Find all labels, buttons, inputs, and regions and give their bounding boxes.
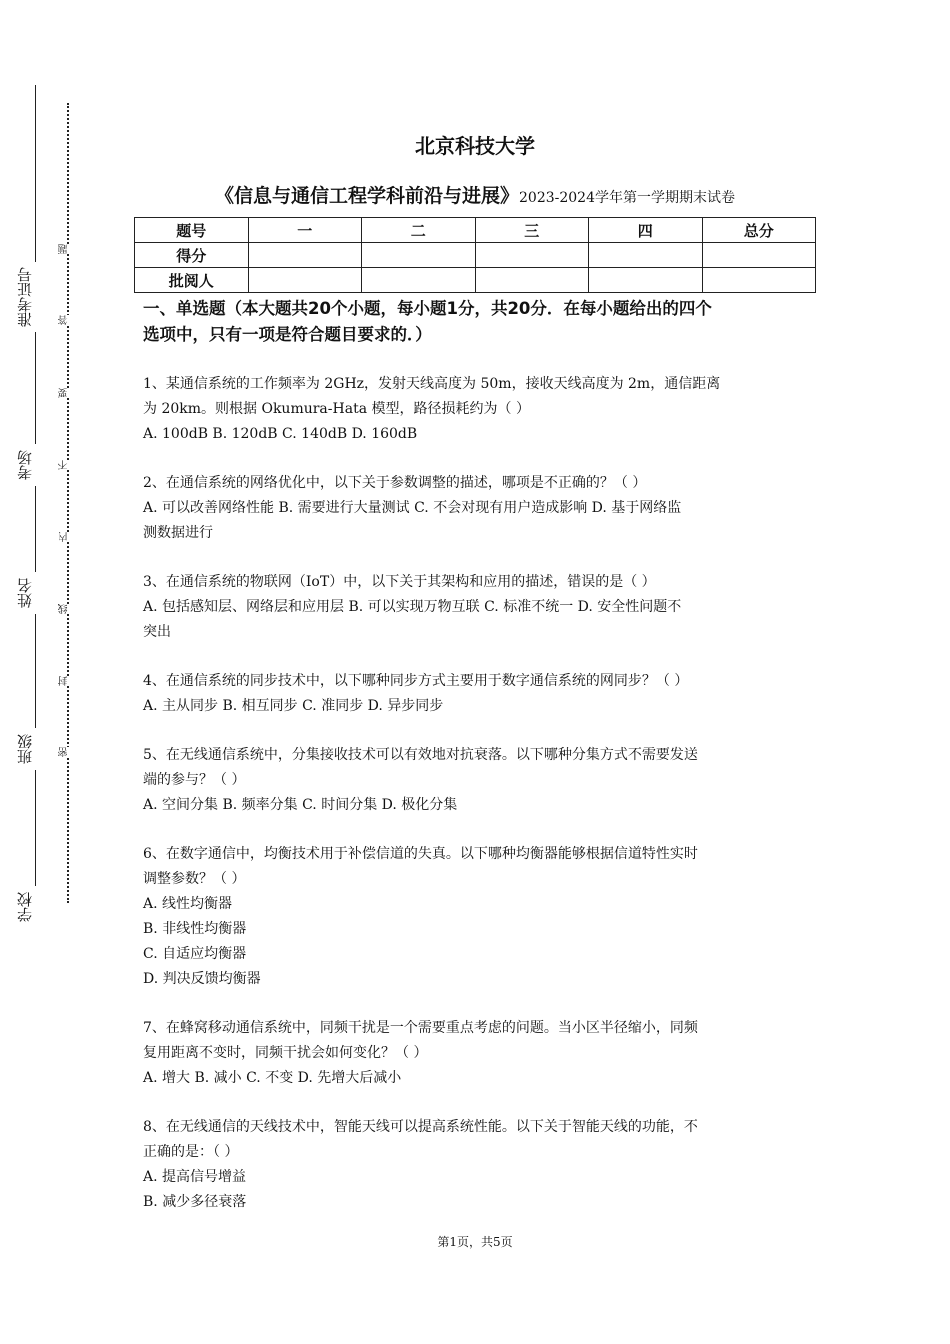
score-table: [134, 217, 816, 293]
question-3: [143, 570, 811, 645]
seal-char: 要: [60, 388, 74, 398]
score-row-label: 得分: [135, 243, 249, 268]
score-table-header-row: [135, 218, 816, 243]
question-line: 1、某通信系统的工作频率为 2GHz，发射天线高度为 50m，接收天线高度为 2m，通信距离: [143, 376, 721, 392]
question-line: 2、在通信系统的网络优化中，以下关于参数调整的描述，哪项是不正确的？（ ）: [143, 475, 647, 491]
question-line: 端的参与？（ ）: [143, 772, 246, 788]
field-exam-id: 准考证号: [16, 267, 34, 327]
binding-line-4: [35, 614, 36, 728]
question-options: 突出: [143, 624, 171, 640]
score-row: [135, 243, 816, 268]
field-name: 姓名: [16, 578, 34, 608]
question-options: A. 包括感知层、网络层和应用层 B. 可以实现万物互联 C. 标准不统一 D. 安全性问题不: [143, 599, 682, 615]
term-label: 2023-2024学年第一学期期末试卷: [519, 190, 735, 206]
reviewer-cell: [248, 268, 362, 293]
question-option: D. 判决反馈均衡器: [143, 971, 261, 987]
reviewer-cell: [702, 268, 816, 293]
score-cell: [362, 243, 476, 268]
question-line: 7、在蜂窝移动通信系统中，同频干扰是一个需要重点考虑的问题。当小区半径缩小，同频: [143, 1020, 698, 1036]
field-exam-room: 考场: [16, 450, 34, 480]
question-line: 复用距离不变时，同频干扰会如何变化？（ ）: [143, 1045, 428, 1061]
reviewer-cell: [475, 268, 589, 293]
score-header-cell: 四: [589, 218, 703, 243]
seal-char: 封: [60, 676, 74, 686]
section-heading: [143, 296, 811, 348]
binding-line-3: [35, 486, 36, 572]
question-options: A. 100dB B. 120dB C. 140dB D. 160dB: [143, 426, 418, 442]
question-options: A. 空间分集 B. 频率分集 C. 时间分集 D. 极化分集: [143, 797, 458, 813]
seal-char: 不: [60, 460, 74, 470]
question-option: B. 非线性均衡器: [143, 921, 247, 937]
score-header-cell: 三: [475, 218, 589, 243]
exam-content: [143, 296, 811, 1215]
question-option: A. 线性均衡器: [143, 896, 233, 912]
question-5: [143, 743, 811, 818]
page-footer: 第1页，共5页: [437, 1235, 513, 1249]
question-options: 测数据进行: [143, 525, 213, 541]
seal-char: 答: [60, 315, 74, 325]
score-cell: [248, 243, 362, 268]
question-1: [143, 372, 811, 447]
question-8: [143, 1115, 811, 1215]
question-line: 8、在无线通信的天线技术中，智能天线可以提高系统性能。以下关于智能天线的功能，不: [143, 1119, 698, 1135]
question-2: [143, 471, 811, 546]
question-6: [143, 842, 811, 992]
score-cell: [702, 243, 816, 268]
question-options: A. 增大 B. 减小 C. 不变 D. 先增大后减小: [143, 1070, 402, 1086]
reviewer-cell: [589, 268, 703, 293]
reviewer-row-label: 批阅人: [135, 268, 249, 293]
seal-char: 内: [60, 532, 74, 542]
question-option: C. 自适应均衡器: [143, 946, 247, 962]
binding-line-2: [35, 332, 36, 444]
score-header-cell: 总分: [702, 218, 816, 243]
score-cell: [475, 243, 589, 268]
score-header-cell: 二: [362, 218, 476, 243]
exam-title: [0, 181, 950, 208]
section-heading-line: 一、单选题（本大题共20个小题，每小题1分，共20分．在每小题给出的四个: [143, 299, 712, 318]
seal-char: 题: [60, 244, 74, 254]
question-line: 3、在通信系统的物联网（IoT）中，以下关于其架构和应用的描述，错误的是（ ）: [143, 574, 656, 590]
seal-char: 线: [60, 604, 74, 614]
question-line: 调整参数？（ ）: [143, 871, 246, 887]
university-name: 北京科技大学: [415, 134, 535, 158]
question-7: [143, 1016, 811, 1091]
binding-line-1: [35, 85, 36, 262]
reviewer-row: [135, 268, 816, 293]
score-header-cell: 一: [248, 218, 362, 243]
question-line: 正确的是：（ ）: [143, 1144, 239, 1160]
question-option: A. 提高信号增益: [143, 1169, 247, 1185]
field-class: 班级: [16, 734, 34, 764]
field-school: 学校: [16, 892, 34, 922]
question-options: A. 主从同步 B. 相互同步 C. 准同步 D. 异步同步: [143, 698, 444, 714]
course-title: 《信息与通信工程学科前沿与进展》: [214, 185, 519, 207]
binding-line-5: [35, 770, 36, 886]
question-line: 4、在通信系统的同步技术中，以下哪种同步方式主要用于数字通信系统的网同步？（ ）: [143, 673, 689, 689]
question-4: [143, 669, 811, 719]
section-heading-line: 选项中，只有一项是符合题目要求的．）: [143, 325, 432, 344]
question-line: 为 20km。则根据 Okumura-Hata 模型，路径损耗约为（ ）: [143, 401, 530, 417]
question-options: A. 可以改善网络性能 B. 需要进行大量测试 C. 不会对现有用户造成影响 D. 基于网络监: [143, 500, 682, 516]
reviewer-cell: [362, 268, 476, 293]
seal-dotted-line: [67, 103, 69, 903]
question-line: 5、在无线通信系统中，分集接收技术可以有效地对抗衰落。以下哪种分集方式不需要发送: [143, 747, 698, 763]
score-cell: [589, 243, 703, 268]
question-line: 6、在数字通信中，均衡技术用于补偿信道的失真。以下哪种均衡器能够根据信道特性实时: [143, 846, 698, 862]
score-header-cell: 题号: [135, 218, 249, 243]
question-option: B. 减少多径衰落: [143, 1194, 247, 1210]
seal-char: 密: [60, 747, 74, 757]
